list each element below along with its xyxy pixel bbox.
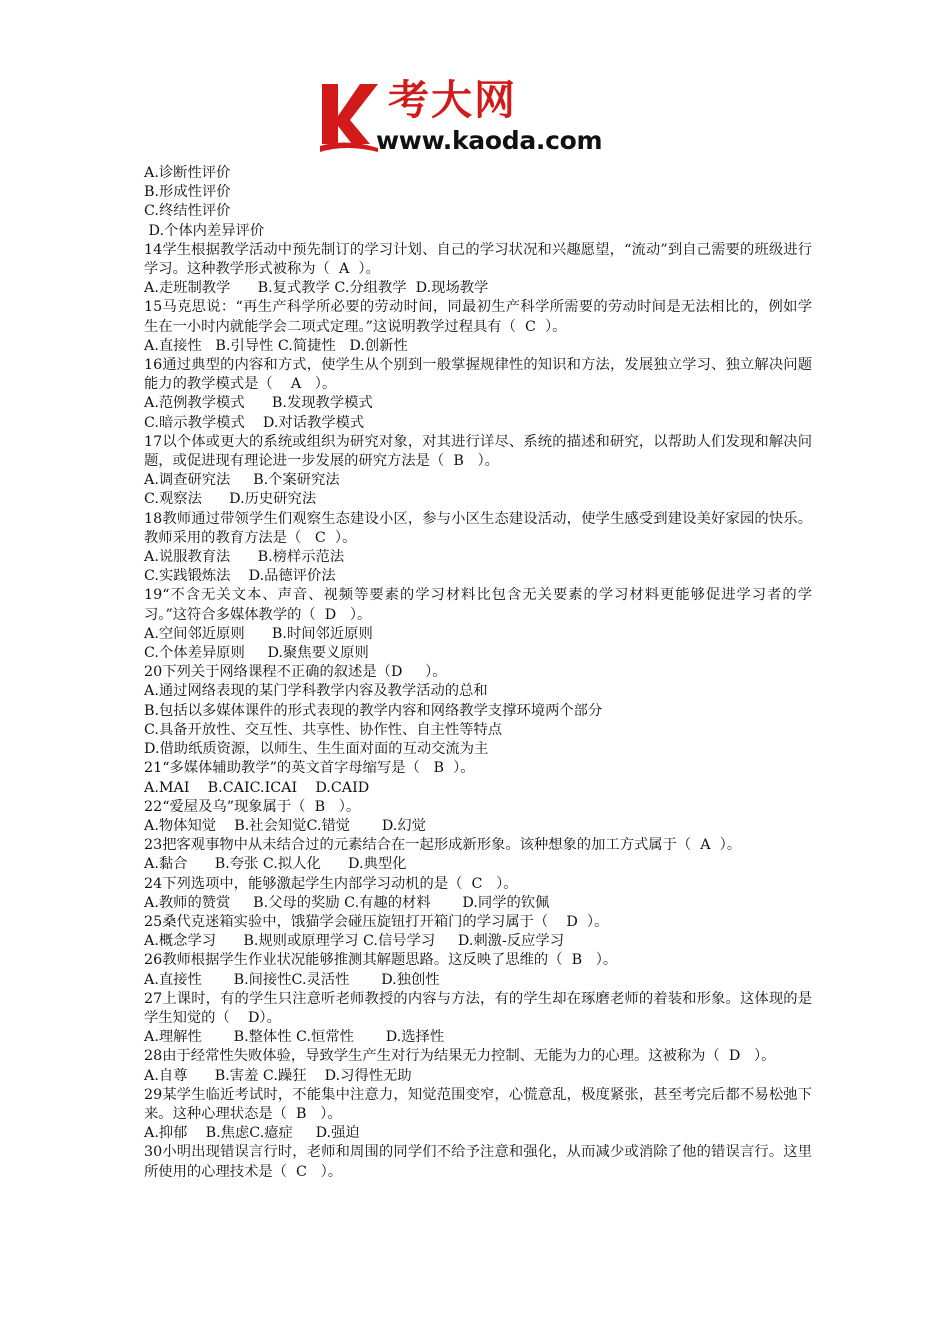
options-26: A.直接性 B.间接性C.灵活性 D.独创性 xyxy=(144,971,440,988)
text-line: D.个体内差异评价 xyxy=(144,222,265,239)
options-21: A.MAI B.CAIC.ICAI D.CAID xyxy=(144,779,370,796)
options-20: C.具备开放性、交互性、共享性、协作性、自主性等特点 xyxy=(144,721,503,738)
options-28: A.自尊 B.害羞 C.躁狂 D.习得性无助 xyxy=(144,1067,412,1084)
question-16: 16通过典型的内容和方式，使学生从个别到一般掌握规律性的知识和方法，发展独立学习、独立解决问题能力的教学模式是（ A ）。 xyxy=(144,357,812,393)
options-17: C.观察法 D.历史研究法 xyxy=(144,491,317,508)
options-18: A.说服教育法 B.榜样示范法 xyxy=(144,549,345,566)
options-29: A.抑郁 B.焦虑C.癔症 D.强迫 xyxy=(144,1125,360,1142)
question-21: 21“多媒体辅助教学”的英文首字母缩写是（ B ）。 xyxy=(144,760,475,777)
options-22: A.物体知觉 B.社会知觉C.错觉 D.幻觉 xyxy=(144,817,426,834)
options-24: A.教师的赞赏 B.父母的奖励 C.有趣的材料 D.同学的钦佩 xyxy=(144,894,550,911)
question-24: 24下列选项中，能够激起学生内部学习动机的是（ C ）。 xyxy=(144,875,518,892)
question-27: 27上课时，有的学生只注意听老师教授的内容与方法，有的学生却在琢磨老师的着装和形象。这体现的是学生知觉的（ D）。 xyxy=(144,990,812,1026)
options-14: A.走班制教学 B.复式教学 C.分组教学 D.现场教学 xyxy=(144,280,489,297)
logo-title: 考大网 xyxy=(388,76,517,124)
question-25: 25桑代克迷箱实验中，饿猫学会碰压旋钮打开箱门的学习属于（ D ）。 xyxy=(144,913,609,930)
options-15: A.直接性 B.引导性 C.简捷性 D.创新性 xyxy=(144,337,408,354)
question-23: 23把客观事物中从未结合过的元素结合在一起形成新形象。该种想象的加工方式属于（ A ）。 xyxy=(144,837,742,854)
question-15: 15马克思说：“再生产科学所必要的劳动时间，同最初生产科学所需要的劳动时间是无法相比的，例如学生在一小时内就能学会二项式定理。”这说明教学过程具有（ C ）。 xyxy=(144,299,812,335)
options-20: A.通过网络表现的某门学科教学内容及教学活动的总和 xyxy=(144,683,488,700)
options-25: A.概念学习 B.规则或原理学习 C.信号学习 D.刺激-反应学习 xyxy=(144,933,564,950)
logo-url: www.kaoda.com xyxy=(376,126,603,155)
options-23: A.黏合 B.夸张 C.拟人化 D.典型化 xyxy=(144,856,407,873)
question-28: 28由于经常性失败体验，导致学生产生对行为结果无力控制、无能为力的心理。这被称为（ D ）。 xyxy=(144,1048,776,1065)
text-line: B.形成性评价 xyxy=(144,184,231,201)
options-19: A.空间邻近原则 B.时间邻近原则 xyxy=(144,625,373,642)
options-19: C.个体差异原则 D.聚焦要义原则 xyxy=(144,645,369,662)
text-line: A.诊断性评价 xyxy=(144,165,231,181)
options-20: D.借助纸质资源，以师生、生生面对面的互动交流为主 xyxy=(144,741,489,758)
options-16: C.暗示教学模式 D.对话教学模式 xyxy=(144,414,365,431)
question-17: 17以个体或更大的系统或组织为研究对象，对其进行详尽、系统的描述和研究，以帮助人们发现和解决问题，或促进现有理论进一步发展的研究方法是（ B ）。 xyxy=(144,433,812,470)
question-content xyxy=(144,164,812,1182)
text-line: C.终结性评价 xyxy=(144,203,231,220)
question-30: 30小明出现错误言行时，老师和周围的同学们不给予注意和强化，从而减少或消除了他的错误言行。这里所使用的心理技术是（ C ）。 xyxy=(144,1144,812,1180)
options-20: B.包括以多媒体课件的形式表现的教学内容和网络教学支撑环境两个部分 xyxy=(144,702,603,719)
question-19: 19“不含无关文本、声音、视频等要素的学习材料比包含无关要素的学习材料更能够促进学习者的学习。”这符合多媒体教学的（ D ）。 xyxy=(144,587,812,623)
options-18: C.实践锻炼法 D.品德评价法 xyxy=(144,568,336,585)
options-16: A.范例教学模式 B.发现教学模式 xyxy=(144,395,373,412)
question-14: 14学生根据教学活动中预先制订的学习计划、自己的学习状况和兴趣愿望，“流动”到自己需要的班级进行学习。这种教学形式被称为（ A ）。 xyxy=(144,241,812,278)
question-29: 29某学生临近考试时，不能集中注意力，知觉范围变窄，心慌意乱，极度紧张，甚至考完后都不易松弛下来。这种心理状态是（ B ）。 xyxy=(144,1086,812,1122)
options-27: A.理解性 B.整体性 C.恒常性 D.选择性 xyxy=(144,1029,445,1046)
logo-k-icon xyxy=(318,82,380,152)
question-18: 18教师通过带领学生们观察生态建设小区，参与小区生态建设活动，使学生感受到建设美好家园的快乐。教师采用的教育方法是（ C ）。 xyxy=(144,510,812,546)
question-20: 20下列关于网络课程不正确的叙述是（D ）。 xyxy=(144,664,447,681)
question-22: 22“爱屋及乌”现象属于（ B ）。 xyxy=(144,798,361,815)
question-26: 26教师根据学生作业状况能够推测其解题思路。这反映了思维的（ B ）。 xyxy=(144,952,618,969)
kaoda-logo xyxy=(318,76,638,156)
options-17: A.调查研究法 B.个案研究法 xyxy=(144,472,340,489)
